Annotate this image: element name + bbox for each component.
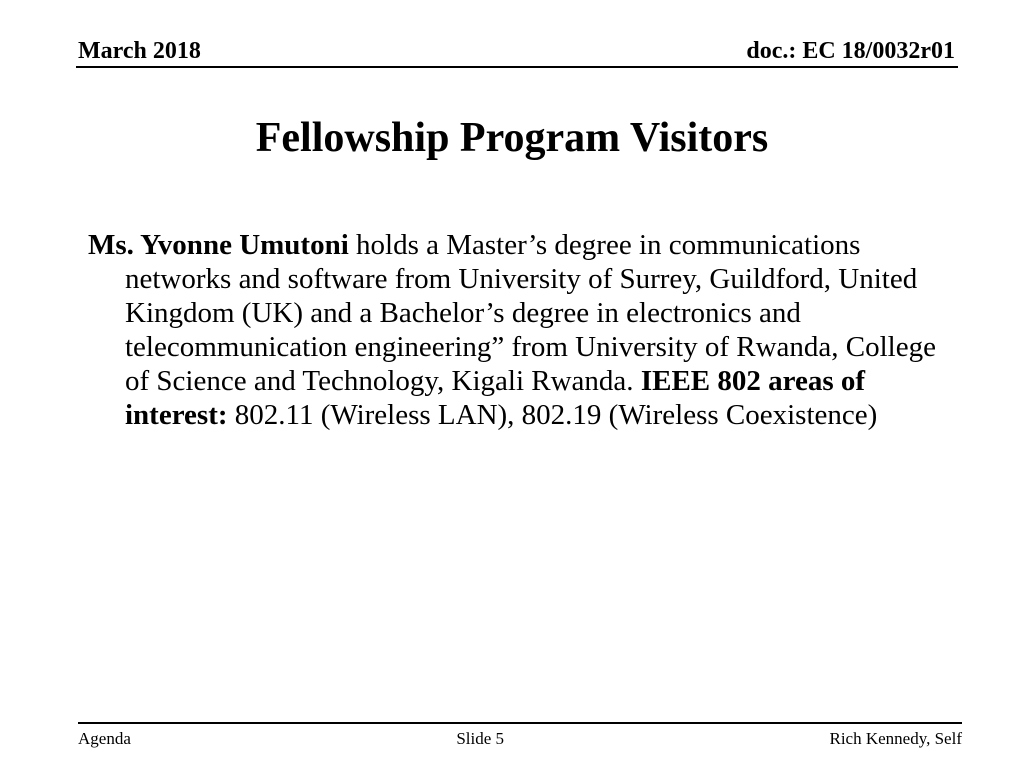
body-text: holds a Master’s degree in communications: [348, 229, 861, 261]
body-text: networks and software from University of Surrey, Guildford, United: [125, 263, 918, 295]
body-line: [125, 262, 984, 296]
slide-footer: [78, 729, 962, 749]
header-divider: [76, 66, 958, 68]
body-line: [125, 330, 984, 364]
body-text-bold: interest:: [125, 399, 228, 431]
body-line: [125, 398, 984, 432]
header-doc-number: doc.: EC 18/0032r01: [746, 38, 955, 64]
body-text-bold: IEEE 802 areas of: [640, 365, 866, 397]
body-text: of Science and Technology, Kigali Rwanda.: [125, 365, 641, 397]
body-line: [88, 228, 984, 262]
slide-title: Fellowship Program Visitors: [255, 115, 769, 161]
body-line: [125, 296, 984, 330]
footer-slide-number: Slide 5: [456, 729, 505, 748]
body-text: 802.11 (Wireless LAN), 802.19 (Wireless Coexistence): [227, 399, 878, 431]
body-line: [125, 364, 984, 398]
body-text-bold: Ms. Yvonne Umutoni: [88, 229, 349, 261]
footer-agenda-label: Agenda: [78, 729, 131, 748]
footer-divider: [78, 722, 962, 724]
footer-author: Rich Kennedy, Self: [829, 729, 962, 748]
body-text: Kingdom (UK) and a Bachelor’s degree in electronics and: [125, 297, 801, 329]
body-paragraph: [0, 228, 984, 432]
header-date: March 2018: [78, 38, 201, 64]
body-text: telecommunication engineering” from University of Rwanda, College: [125, 331, 936, 363]
slide-header: [78, 38, 955, 65]
